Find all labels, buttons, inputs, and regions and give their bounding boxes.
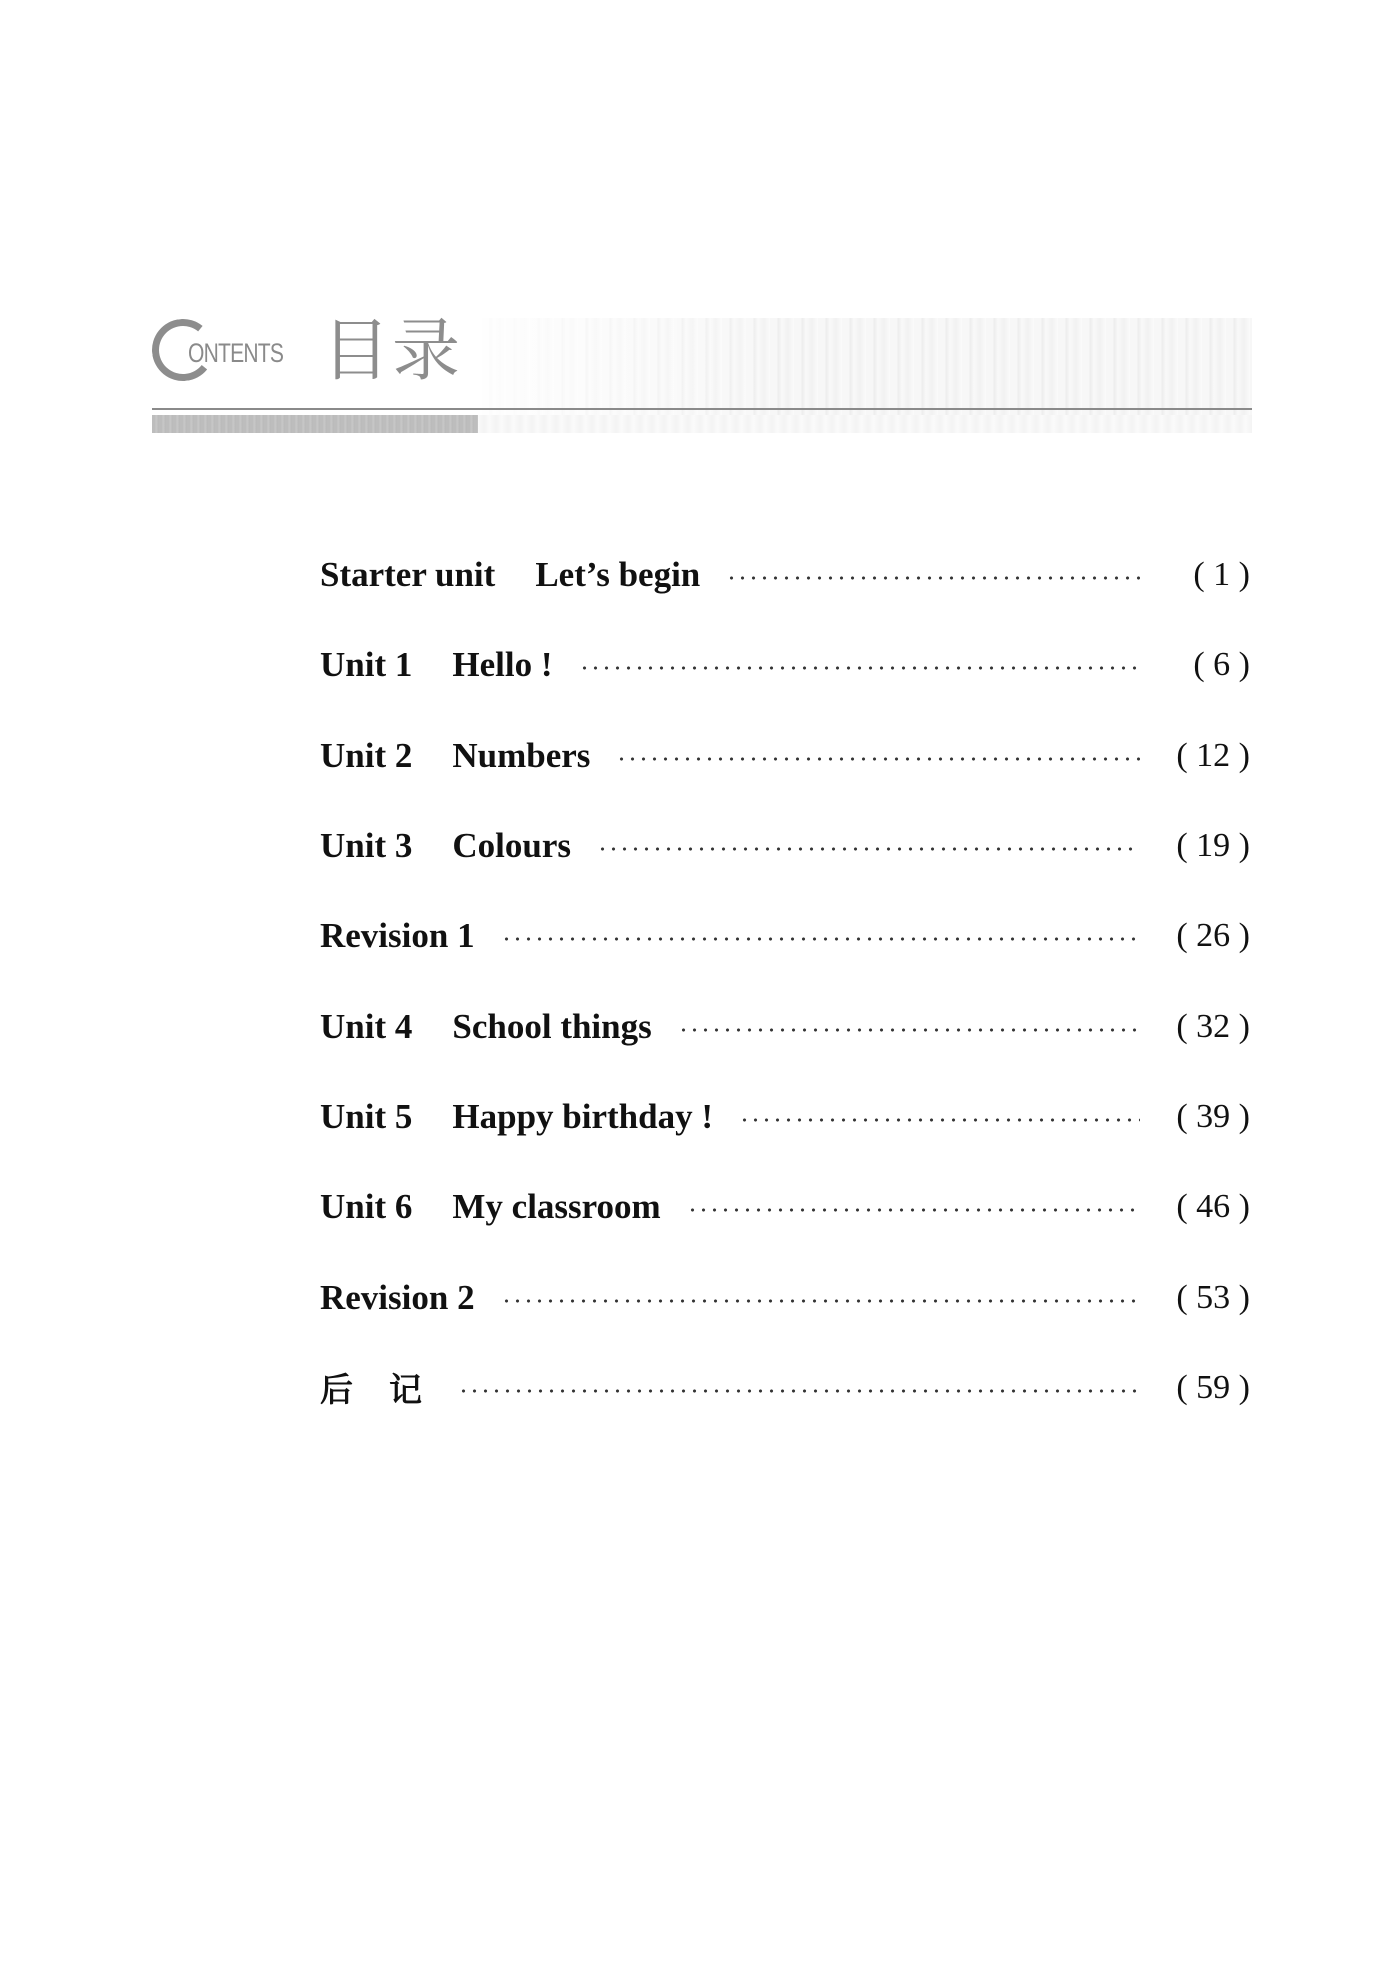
header-rule-bar bbox=[152, 415, 478, 433]
toc-entry-label bbox=[320, 1187, 687, 1227]
toc-entry[interactable] bbox=[320, 1343, 1250, 1433]
header-rule-bar-faint bbox=[478, 415, 1252, 433]
toc-entry-number: Unit 6 bbox=[320, 1187, 413, 1227]
toc-dot-leader bbox=[687, 1208, 1140, 1212]
toc-entry-number: Unit 2 bbox=[320, 735, 413, 775]
toc-entry-number: Revision 1 bbox=[320, 916, 475, 956]
header-rule bbox=[152, 408, 1252, 410]
toc-entry-title: Colours bbox=[452, 826, 571, 866]
table-of-contents bbox=[320, 530, 1250, 1433]
toc-entry-label bbox=[320, 555, 726, 595]
header-background-pattern bbox=[482, 318, 1252, 416]
toc-entry-title: Let’s begin bbox=[535, 555, 701, 595]
toc-entry-page: ( 12 ) bbox=[1176, 736, 1250, 774]
toc-entry[interactable] bbox=[320, 1072, 1250, 1162]
toc-dot-leader bbox=[597, 847, 1140, 851]
toc-entry-page: ( 26 ) bbox=[1176, 917, 1250, 955]
toc-entry-title: Numbers bbox=[452, 735, 591, 775]
contents-header bbox=[152, 312, 1252, 438]
toc-entry[interactable] bbox=[320, 711, 1250, 801]
toc-entry-label bbox=[320, 826, 597, 866]
toc-entry-page: ( 19 ) bbox=[1176, 827, 1250, 865]
toc-entry-page: ( 6 ) bbox=[1193, 646, 1250, 684]
toc-entry-title: School things bbox=[452, 1006, 652, 1046]
toc-entry[interactable] bbox=[320, 1162, 1250, 1252]
toc-entry-label bbox=[320, 736, 616, 776]
toc-entry-number: Unit 4 bbox=[320, 1006, 413, 1046]
toc-dot-leader bbox=[678, 1028, 1140, 1032]
toc-entry-label bbox=[320, 1097, 739, 1137]
toc-entry-label bbox=[320, 645, 579, 685]
toc-dot-leader bbox=[739, 1118, 1140, 1122]
toc-entry[interactable] bbox=[320, 981, 1250, 1071]
toc-entry-number: Unit 1 bbox=[320, 645, 413, 685]
toc-dot-leader bbox=[501, 1299, 1140, 1303]
toc-entry-number: Starter unit bbox=[320, 555, 496, 595]
toc-entry[interactable] bbox=[320, 620, 1250, 710]
toc-entry-title: Happy birthday ! bbox=[452, 1096, 713, 1136]
toc-entry[interactable] bbox=[320, 801, 1250, 891]
toc-dot-leader bbox=[501, 937, 1140, 941]
toc-entry-page: ( 1 ) bbox=[1193, 556, 1250, 594]
toc-entry-number: Unit 3 bbox=[320, 826, 413, 866]
toc-entry-page: ( 39 ) bbox=[1176, 1097, 1250, 1135]
toc-entry[interactable] bbox=[320, 1252, 1250, 1342]
toc-entry-page: ( 59 ) bbox=[1176, 1368, 1250, 1406]
toc-entry-number: Revision 2 bbox=[320, 1277, 475, 1317]
contents-title-cn: 目录 bbox=[322, 312, 463, 391]
toc-entry-label bbox=[320, 1007, 678, 1047]
contents-logo-text: ONTENTS bbox=[188, 338, 284, 368]
toc-entry-label bbox=[320, 1364, 458, 1411]
toc-entry-page: ( 46 ) bbox=[1176, 1188, 1250, 1226]
toc-entry-number: Unit 5 bbox=[320, 1096, 413, 1136]
toc-dot-leader bbox=[458, 1389, 1140, 1393]
toc-entry-title: Hello ! bbox=[452, 645, 553, 685]
toc-entry[interactable] bbox=[320, 891, 1250, 981]
toc-entry-page: ( 32 ) bbox=[1176, 1007, 1250, 1045]
toc-entry-label bbox=[320, 916, 501, 956]
toc-dot-leader bbox=[616, 757, 1140, 761]
toc-entry-number: 后记 bbox=[320, 1370, 458, 1410]
toc-entry-title: My classroom bbox=[452, 1187, 661, 1227]
toc-entry-label bbox=[320, 1278, 501, 1318]
toc-dot-leader bbox=[579, 666, 1141, 670]
toc-entry[interactable] bbox=[320, 530, 1250, 620]
toc-dot-leader bbox=[726, 576, 1140, 580]
toc-entry-page: ( 53 ) bbox=[1176, 1278, 1250, 1316]
